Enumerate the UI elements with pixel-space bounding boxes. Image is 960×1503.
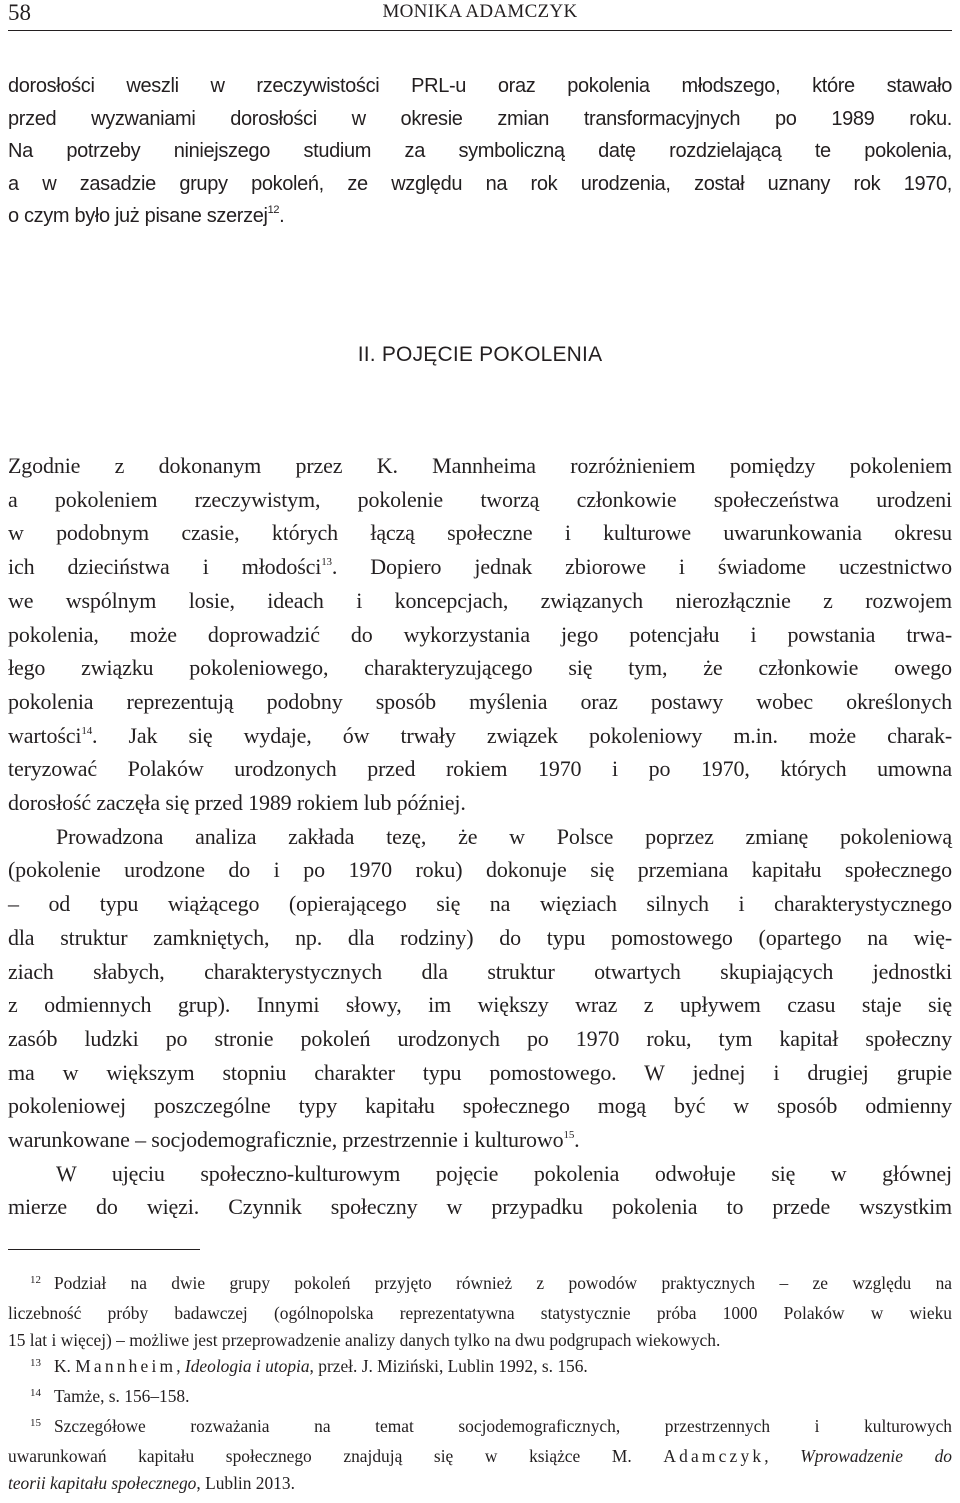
text-line: zasób ludzki po stronie pokoleń urodzonych po 1970 roku, tym kapitał społeczny xyxy=(8,1025,952,1051)
text-run: Podział na dwie grupy pokoleń przyjęto również z powodów praktycznych – ze względu na xyxy=(54,1273,952,1293)
text-run: o czym było już pisane szerzej xyxy=(8,205,268,228)
text-run: , Lublin 2013. xyxy=(196,1472,295,1493)
text-line: dorosłości weszli w rzeczywistości PRL-u oraz pokolenia młodszego, które stawało xyxy=(8,75,952,97)
text-line: Prowadzona analiza zakłada tezę, że w Polsce poprzez zmianę pokoleniową xyxy=(56,823,952,849)
footnote-13 xyxy=(8,1353,952,1383)
footnote-15 xyxy=(8,1413,952,1496)
text-run: Szczegółowe rozważania na temat socjodemograficznych, przestrzennych i kulturowych xyxy=(54,1415,952,1436)
text-line: ma w większym stopniu charakter typu pomostowego. W jednej i drugiej grupie xyxy=(8,1059,952,1085)
footnote-line xyxy=(8,1443,952,1470)
text-run: , przeł. J. Miziński, Lublin 1992, s. 156. xyxy=(309,1356,588,1377)
text-line xyxy=(8,550,952,584)
page-number: 58 xyxy=(8,0,31,25)
text-run: warunkowane – socjodemograficznie, przestrzennie i kulturowo xyxy=(8,1127,564,1153)
footnote-number: 13 xyxy=(30,1357,41,1370)
text-run: K. xyxy=(54,1356,76,1377)
section-heading: II. POJĘCIE POKOLENIA xyxy=(357,343,603,366)
footnote-14 xyxy=(8,1383,952,1413)
footnote-ref-13: 13 xyxy=(321,556,332,569)
footnote-number: 12 xyxy=(30,1274,41,1286)
text-line: (pokolenie urodzone do i po 1970 roku) dokonuje się przemiana kapitału społecznego xyxy=(8,857,952,883)
text-run: ich dzieciństwa i młodości xyxy=(8,554,322,580)
text-run: wartości xyxy=(8,722,82,748)
intro-paragraph xyxy=(8,70,952,233)
footnote-line xyxy=(8,1413,952,1443)
text-line: teryzować Polaków urodzonych przed rokiem 1970 i po 1970, których umowna xyxy=(8,756,952,782)
text-run: , xyxy=(764,1445,801,1466)
text-line: mierze do więzi. Czynnik społeczny w przypadku pokolenia to przede wszystkim xyxy=(8,1194,952,1220)
footnote-number: 15 xyxy=(30,1416,41,1429)
text-line: Na potrzeby niniejszego studium za symboliczną datę rozdzielającą te pokolenia, xyxy=(8,140,952,163)
text-line xyxy=(8,1123,952,1157)
footnote-line: liczebność próby badawczej (ogólnopolska reprezentatywna statystycznie próba 1000 Polaków w wieku xyxy=(8,1302,952,1323)
footnote-ref-12: 12 xyxy=(267,204,280,217)
text-run: . Jak się wydaje, ów trwały związek pokoleniowy m.in. może charak- xyxy=(92,722,952,748)
footnote-rule xyxy=(8,1249,200,1250)
text-line: dla struktur zamkniętych, np. dla rodziny) do typu pomostowego (opartego na wię- xyxy=(8,924,952,950)
text-run: . Dopiero jednak zbiorowe i świadome uczestnictwo xyxy=(331,554,952,580)
footnote-ref-14: 14 xyxy=(81,724,93,737)
paragraph-3 xyxy=(8,1157,952,1224)
text-line: W ujęciu społeczno-kulturowym pojęcie pokolenia odwołuje się w głównej xyxy=(56,1160,952,1186)
page-header xyxy=(8,0,952,30)
header-rule xyxy=(8,30,952,31)
footnote-ref-15: 15 xyxy=(563,1129,575,1142)
text-line: łego związku pokoleniowego, charakteryzującego się tym, że członkowie owego xyxy=(8,655,952,681)
footnote-12 xyxy=(8,1270,952,1353)
text-line: pokolenia reprezentują podobny sposób myślenia oraz postawy wobec określonych xyxy=(8,688,952,714)
author-name: Adamczyk xyxy=(663,1445,765,1466)
text-run: , xyxy=(176,1356,185,1377)
text-line xyxy=(8,200,952,233)
footnotes xyxy=(8,1270,952,1496)
text-line: ziach słabych, charakterystycznych dla struktur otwartych skupiających jednostki xyxy=(8,958,952,984)
paragraph-2 xyxy=(8,820,952,1157)
text-line: a w zasadzie grupy pokoleń, ze względu na rok urodzenia, został uznany rok 1970, xyxy=(8,172,952,195)
book-title: teorii kapitału społecznego xyxy=(8,1472,197,1493)
text-line: w podobnym czasie, których łączą społeczne i kulturowe uwarunkowania okresu xyxy=(8,520,952,546)
text-line: – od typu wiążącego (opierającego się na więziach silnych i charakterystycznego xyxy=(8,891,952,917)
book-title: Ideologia i utopia xyxy=(184,1356,310,1377)
text-run: uwarunkowań kapitału społecznego znajdują się w książce M. xyxy=(8,1445,664,1466)
footnote-line xyxy=(8,1383,952,1413)
text-line: pokoleniowej poszczególne typy kapitału społecznego mogą być w sposób odmienny xyxy=(8,1093,952,1119)
text-line: dorosłość zaczęła się przed 1989 rokiem lub później. xyxy=(8,790,466,816)
text-line: z odmiennych grup). Innymi słowy, im większy wraz z upływem czasu staje się xyxy=(8,992,952,1018)
footnote-line: 15 lat i więcej) – możliwe jest przeprowadzenie analizy danych tylko na dwu podgrupach wiekowych. xyxy=(8,1329,721,1350)
text-line xyxy=(8,719,952,753)
text-run: . xyxy=(279,205,285,228)
paragraph-1 xyxy=(8,449,952,820)
text-run: . xyxy=(574,1127,580,1153)
book-title: Wprowadzenie do xyxy=(800,1445,952,1466)
body-text xyxy=(8,449,952,1224)
text-line: przed wyzwaniami dorosłości w okresie zmian transformacyjnych po 1989 roku. xyxy=(8,107,952,130)
footnote-number: 14 xyxy=(30,1387,41,1400)
footnote-line xyxy=(8,1353,952,1383)
text-run: Tamże, s. 156–158. xyxy=(54,1386,190,1407)
author-name: Mannheim xyxy=(75,1356,177,1377)
footnote-line xyxy=(8,1270,952,1300)
text-line: pokolenia, może doprowadzić do wykorzystania jego potencjału i powstania trwa- xyxy=(8,621,952,647)
running-head: MONIKA ADAMCZYK xyxy=(382,1,578,22)
text-line: Zgodnie z dokonanym przez K. Mannheima rozróżnieniem pomiędzy pokoleniem xyxy=(8,453,952,478)
footnote-line xyxy=(8,1470,952,1497)
text-line: we wspólnym losie, ideach i koncepcjach, związanych nierozłącznie z rozwojem xyxy=(8,587,952,613)
text-line: a pokoleniem rzeczywistym, pokolenie tworzą członkowie społeczeństwa urodzeni xyxy=(8,486,952,512)
